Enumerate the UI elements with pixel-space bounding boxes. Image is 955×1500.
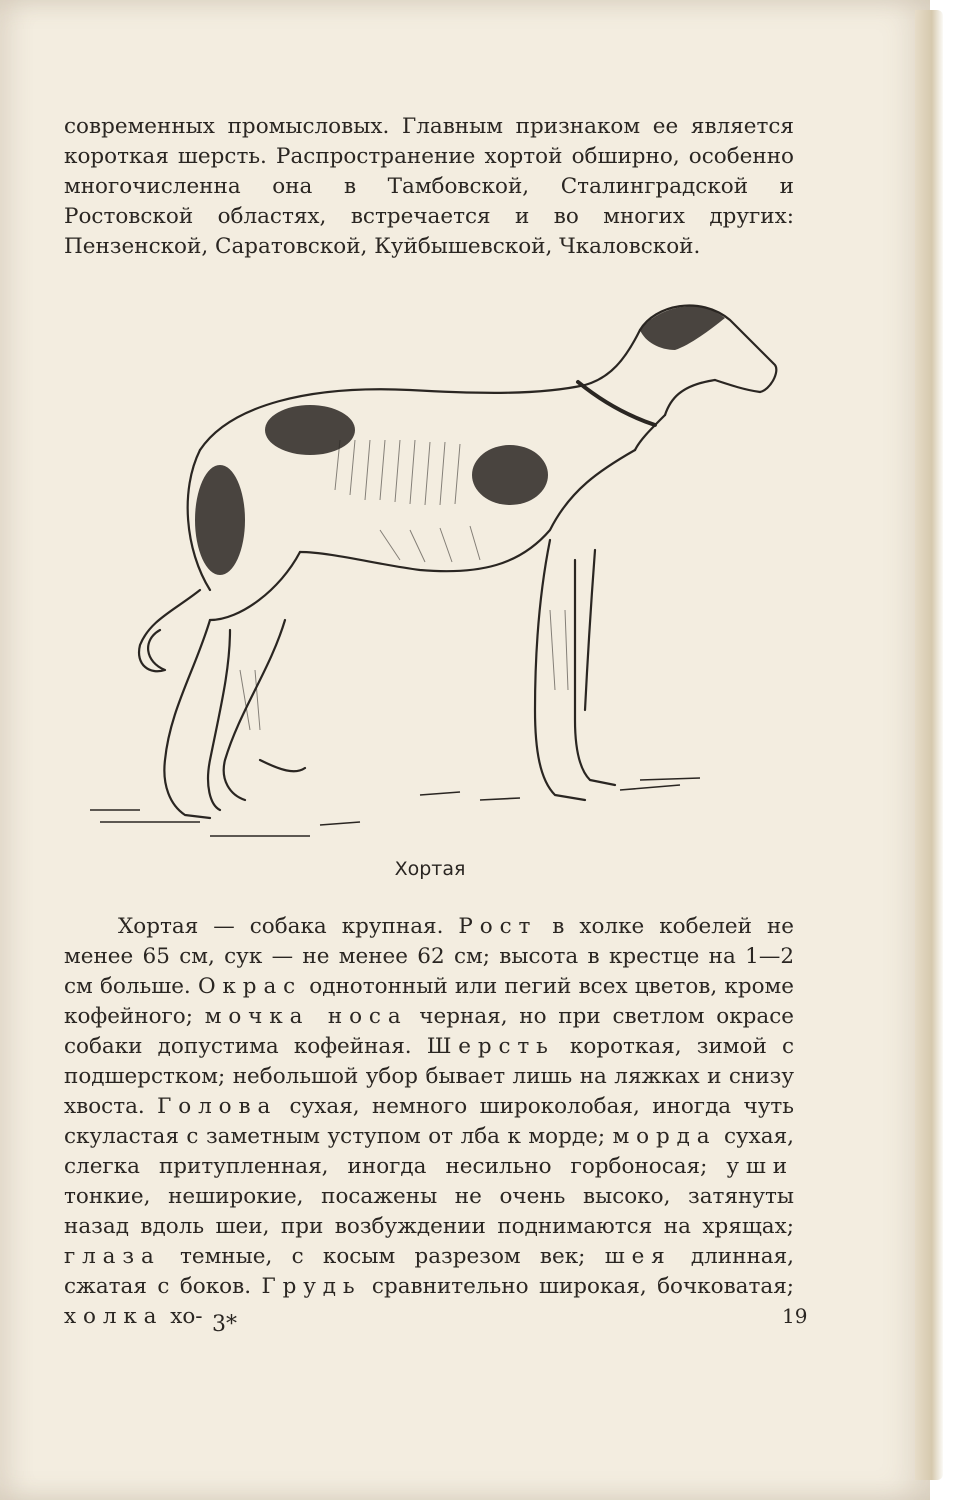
text-run: сравнительно широкая, бочковатая;: [361, 1274, 795, 1299]
text-run: хо-: [163, 1304, 203, 1329]
page-number: 19: [782, 1304, 808, 1328]
text-run: тонкие, неширокие, посажены не очень высоко, затянуты назад вдоль шеи, при возбуждении поднимаются на хрящах;: [64, 1184, 794, 1239]
text-run: длинная, сжатая с боков.: [64, 1244, 795, 1299]
text-run: в холке кобелей не менее 65 см, сук — не менее 62 см; высота в крестце на 1—2 см больше.: [64, 914, 794, 999]
text-run: темные, с косым разрезом век;: [160, 1244, 605, 1269]
term-nose: мочка носа: [204, 1004, 408, 1029]
text-run: сухая, слегка притупленная, иногда несильно горбоносая;: [64, 1124, 794, 1179]
main-paragraph: [64, 912, 794, 1332]
term-withers: холка: [64, 1304, 164, 1329]
text-run: сухая, немного широколобая, иногда чуть скуластая с заметным уступом от лба к морде;: [64, 1094, 794, 1149]
term-color: Окрас: [197, 974, 303, 999]
term-head: Голова: [157, 1094, 278, 1119]
top-paragraph: современных промысловых. Главным признаком ее является короткая шерсть. Распространение хортой обширно, особенно многочисленна она в Тамбовской, Сталинградской и Ростовской областях, встречается и во многих других: Пензенской, Саратовской, Куйбышевской, Чкаловской.: [64, 114, 794, 259]
figure-illustration: [80, 290, 800, 850]
term-coat: Шерсть: [426, 1034, 555, 1059]
figure-caption: Хортая: [394, 858, 466, 880]
greyhound-drawing: [80, 290, 800, 850]
text-run: черная, но при светлом окрасе собаки допустима кофейная.: [64, 1004, 794, 1059]
term-height: Рост: [458, 914, 538, 939]
text-run: однотонный или пегий всех цветов, кроме кофейного;: [64, 974, 795, 1029]
term-ears: уши: [726, 1154, 794, 1179]
signature-mark: 3*: [212, 1312, 237, 1337]
text-run: Хортая — собака крупная.: [118, 914, 459, 939]
term-muzzle: морда: [612, 1124, 717, 1149]
term-neck: шея: [604, 1244, 672, 1269]
page-edge: [915, 10, 943, 1480]
term-eyes: глаза: [64, 1244, 161, 1269]
text-run: короткая, зимой с подшерстком; небольшой убор бывает лишь на ляжках и снизу хвоста.: [64, 1034, 795, 1119]
term-chest: Грудь: [261, 1274, 362, 1299]
